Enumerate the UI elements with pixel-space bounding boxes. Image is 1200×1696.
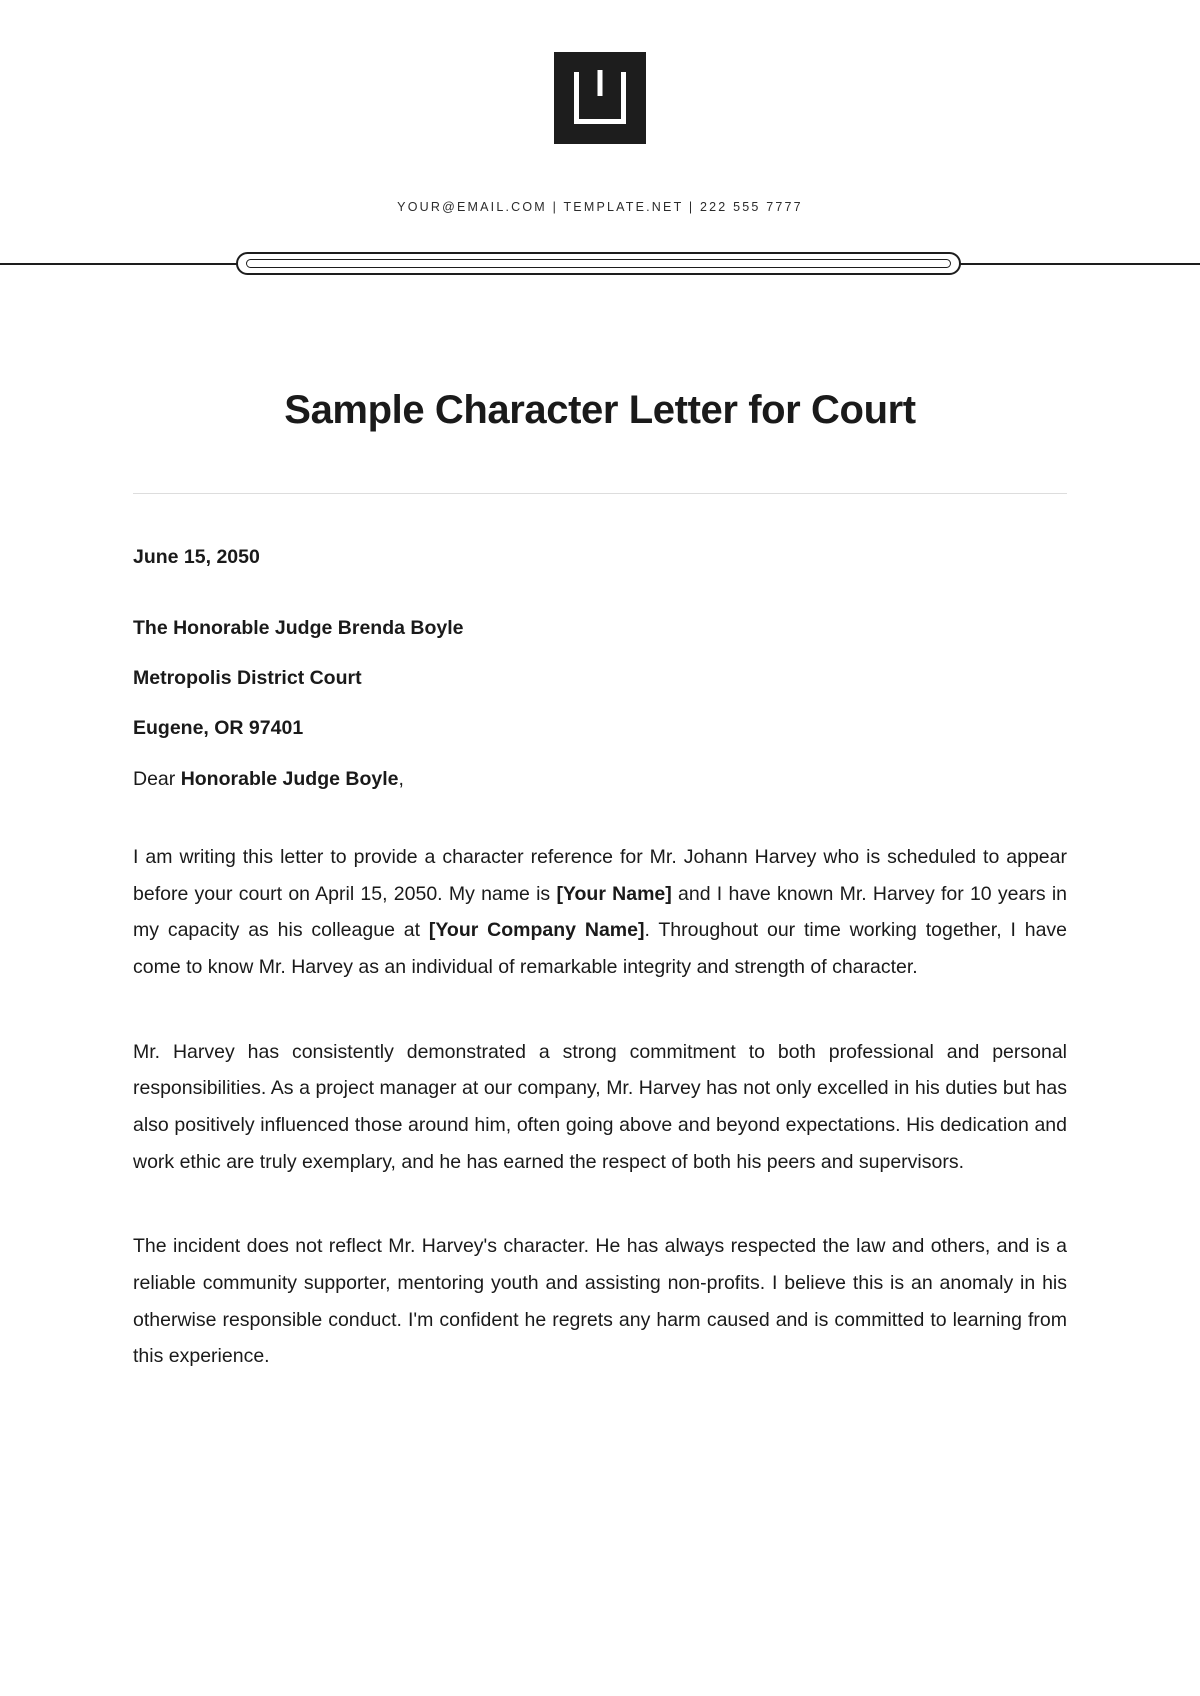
paragraph-1-part-3: . Throughout our time working together, I have come to know Mr. Harvey as an individual of remarkable integrity and strength of character. bbox=[133, 919, 1068, 978]
placeholder-your-company-name: [Your Company Name] bbox=[428, 919, 645, 942]
placeholder-your-name: [Your Name] bbox=[556, 882, 672, 905]
recipient-line-3: Eugene, OR 97401 bbox=[133, 717, 304, 739]
letter-content bbox=[0, 388, 1200, 1375]
letterhead bbox=[0, 0, 1200, 214]
recipient-line-1: The Honorable Judge Brenda Boyle bbox=[133, 617, 464, 639]
paragraph-3: The incident does not reflect Mr. Harvey's character. He has always respected the law and others, and is a reliable community supporter, mentoring youth and assisting non-profits. I believe this is an anomaly in his otherwise responsible conduct. I'm confident he regrets any harm caused and is committed to learning from this experience. bbox=[133, 1235, 1067, 1368]
paragraph-1 bbox=[133, 839, 1067, 986]
paragraph-2: Mr. Harvey has consistently demonstrated a strong commitment to both professional and personal responsibilities. As a project manager at our company, Mr. Harvey has not only excelled in his duties but has also positively influenced those around him, often going above and beyond expectations. His dedication and work ethic are truly exemplary, and he has earned the respect of both his peers and supervisors. bbox=[133, 1040, 1067, 1173]
paragraph-1-part-2: and I have known Mr. Harvey for 10 years in my capacity as his colleague at bbox=[133, 882, 1067, 942]
divider-pill-inner bbox=[246, 259, 951, 268]
square-bracket-logo-icon bbox=[554, 52, 646, 144]
salutation-name: Honorable Judge Boyle bbox=[180, 768, 399, 790]
header-divider bbox=[0, 252, 1200, 276]
recipient-block bbox=[133, 617, 1067, 740]
paragraph-1-part-1: I am writing this letter to provide a character reference for Mr. Johann Harvey who is scheduled to appear before your court on April 15, 2050. My name is bbox=[133, 846, 1067, 905]
salutation bbox=[133, 768, 1067, 791]
logo-glyph bbox=[574, 72, 626, 124]
divider-pill bbox=[236, 252, 961, 275]
page-title: Sample Character Letter for Court bbox=[284, 388, 916, 432]
recipient-line-2: Metropolis District Court bbox=[133, 667, 362, 689]
letter-date: June 15, 2050 bbox=[133, 546, 260, 568]
title-underline bbox=[133, 493, 1067, 494]
contact-line: YOUR@EMAIL.COM | TEMPLATE.NET | 222 555 7777 bbox=[397, 200, 803, 214]
salutation-prefix: Dear bbox=[133, 768, 181, 790]
salutation-suffix: , bbox=[398, 768, 404, 790]
